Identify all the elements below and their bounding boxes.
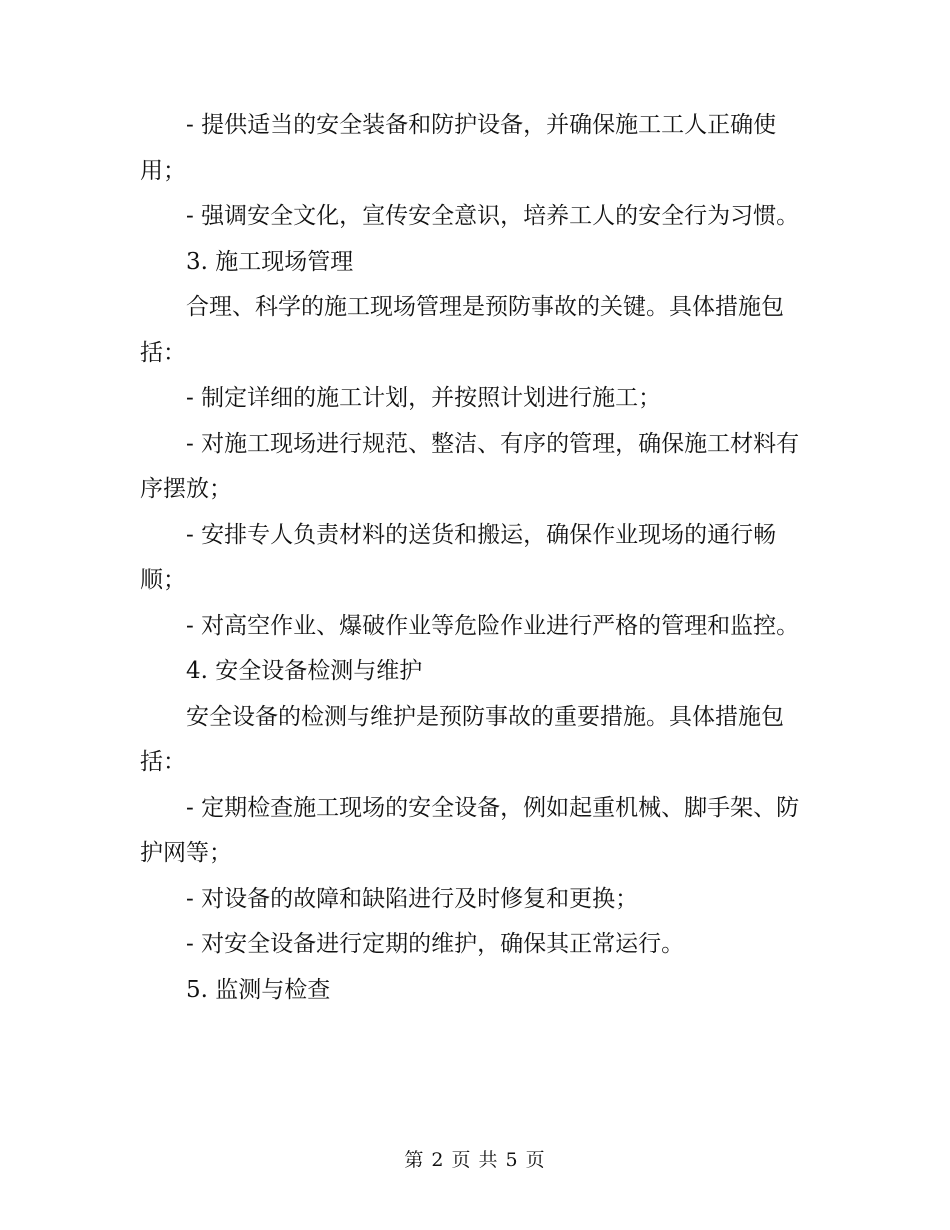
paragraph-equipment-inspection: - 定期检查施工现场的安全设备，例如起重机械、脚手架、防护网等；	[140, 794, 800, 866]
page-number-footer: 第 2 页 共 5 页	[404, 1149, 546, 1171]
paragraph-equipment-maintenance: - 对安全设备进行定期的维护，确保其正常运行。	[186, 931, 685, 957]
section-heading-monitoring: 5. 监测与检查	[186, 976, 331, 1003]
section-heading-equipment: 4. 安全设备检测与维护	[186, 658, 423, 684]
document-body	[140, 103, 800, 1013]
paragraph-equipment-intro: 安全设备的检测与维护是预防事故的重要措施。具体措施包括：	[140, 703, 784, 775]
paragraph-safety-culture: - 强调安全文化，宣传安全意识，培养工人的安全行为习惯。	[186, 203, 800, 229]
paragraph-construction-plan: - 制定详细的施工计划，并按照计划进行施工；	[186, 385, 662, 411]
paragraph-site-management-intro: 合理、科学的施工现场管理是预防事故的关键。具体措施包括：	[140, 294, 784, 366]
paragraph-equipment-repair: - 对设备的故障和缺陷进行及时修复和更换；	[186, 885, 639, 912]
section-heading-site-management: 3. 施工现场管理	[186, 248, 354, 275]
paragraph-hazardous-work: - 对高空作业、爆破作业等危险作业进行严格的管理和监控。	[186, 612, 800, 639]
paragraph-material-transport: - 安排专人负责材料的送货和搬运，确保作业现场的通行畅顺；	[140, 521, 777, 593]
paragraph-site-order: - 对施工现场进行规范、整洁、有序的管理，确保施工材料有序摆放；	[140, 430, 800, 502]
paragraph-ppe: - 提供适当的安全装备和防护设备，并确保施工工人正确使用；	[140, 112, 777, 184]
